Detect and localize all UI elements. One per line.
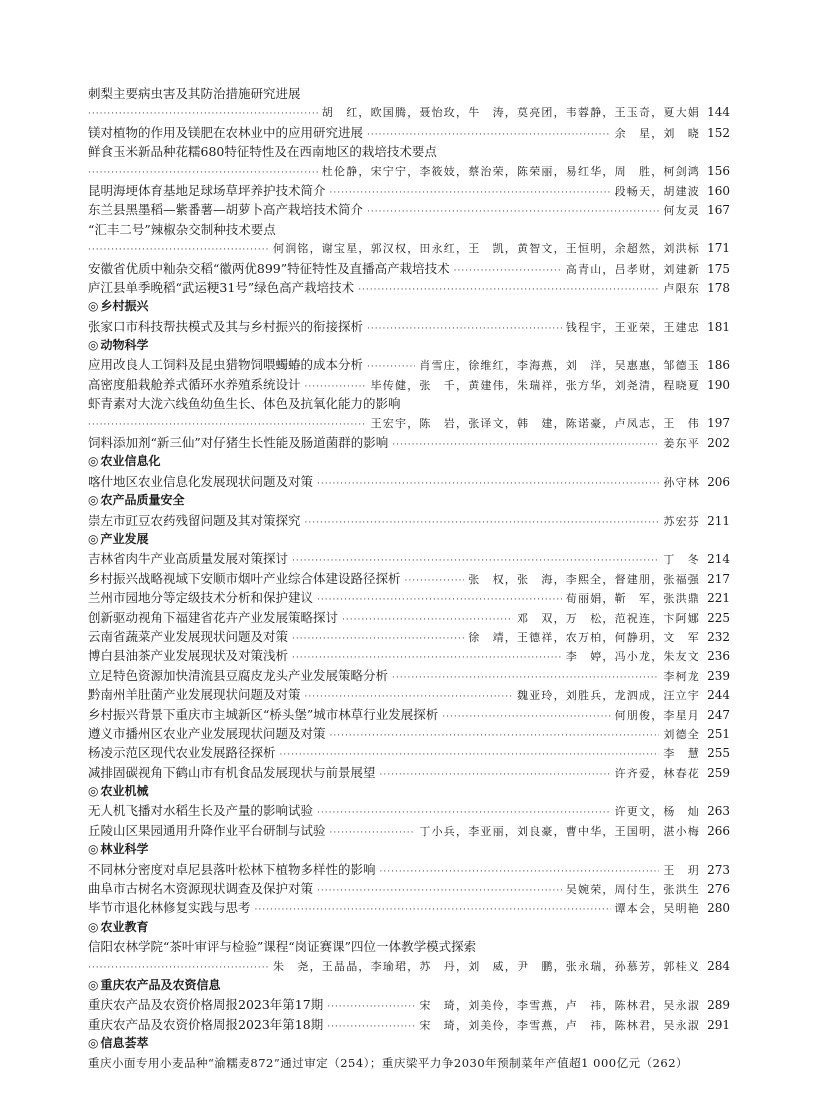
page-number: 152	[707, 125, 730, 140]
page-number: 276	[707, 882, 730, 897]
leader-dots	[330, 824, 416, 840]
leader-dots	[367, 126, 611, 142]
article-title: “汇丰二号”辣椒杂交制种技术要点	[88, 221, 276, 237]
toc-entry	[88, 103, 730, 122]
article-authors: 许更文，杨 灿	[614, 805, 700, 819]
toc-entry	[88, 705, 730, 724]
article-authors: 丁 冬	[663, 553, 700, 567]
toc-entry	[88, 801, 730, 820]
toc-entry	[88, 743, 730, 762]
article-title: 饲料添加剂“新三仙”对仔猪生长性能及肠道菌群的影响	[88, 435, 389, 451]
article-title: 东兰县黑墨稻—紫番薯—胡萝卜高产栽培技术简介	[88, 202, 364, 218]
section-heading	[88, 782, 730, 801]
article-title: 毕节市退化林修复实践与思考	[88, 900, 251, 916]
article-title: 刺梨主要病虫害及其防治措施研究进展	[88, 86, 301, 101]
article-authors: 余 星，刘 晓	[614, 126, 700, 140]
section-marker-icon: ◎	[88, 454, 99, 469]
page-number: 171	[707, 241, 730, 256]
page-number: 160	[707, 183, 730, 198]
article-authors: 刘德全	[663, 727, 700, 741]
article-title: 信阳农林学院“茶叶审评与检验”课程“岗证赛课”四位一体教学模式探索	[88, 939, 477, 955]
toc-entry-title-line	[88, 937, 730, 956]
article-authors: 李 婷，冯小龙，朱友文	[565, 650, 700, 664]
article-authors: 徐 靖，王德祥，农万柏，何静玥，文 军	[468, 630, 700, 644]
article-authors: 何朋俊，李星月	[614, 708, 700, 722]
section-marker-icon: ◎	[88, 919, 99, 934]
toc-entry	[88, 724, 730, 743]
page-number: 239	[707, 668, 730, 683]
article-title: 不同林分密度对卓尼县落叶松林下植物多样性的影响	[88, 861, 376, 877]
page-number: 232	[707, 629, 730, 644]
page-number: 211	[707, 513, 730, 528]
section-title: 乡村振兴	[100, 299, 149, 314]
table-of-contents	[88, 84, 730, 1073]
page-number: 244	[707, 688, 730, 703]
article-title: 张家口市科技帮扶模式及其与乡村振兴的衔接探析	[88, 318, 364, 334]
leader-dots	[342, 611, 513, 627]
page-number: 289	[707, 998, 730, 1013]
section-title: 农产品质量安全	[100, 493, 185, 508]
leader-dots	[367, 203, 659, 219]
section-heading	[88, 1034, 730, 1053]
article-title: 鲜食玉米新品种花糯680特征特性及在西南地区的栽培技术要点	[88, 144, 437, 160]
section-heading	[88, 452, 730, 471]
leader-dots	[305, 514, 660, 530]
leader-dots	[327, 1018, 415, 1034]
article-title: 庐江县单季晚稻“武运粳31号”绿色高产栽培技术	[88, 279, 355, 295]
section-heading	[88, 530, 730, 549]
page-number: 197	[707, 415, 730, 430]
article-title: 应用改良人工饲料及昆虫猎物饲喂蠋蝽的成本分析	[88, 357, 364, 373]
toc-entry	[88, 569, 730, 588]
article-title: 遵义市播州区农业产业发展现状问题及对策	[88, 725, 326, 741]
page-number: 214	[707, 552, 730, 567]
page-number: 263	[707, 804, 730, 819]
article-authors: 吴婉荣，周付生，张洪生	[565, 883, 700, 897]
toc-entry	[88, 549, 730, 568]
leader-dots	[392, 436, 659, 452]
article-title: 兰州市园地分等定级技术分析和保护建议	[88, 590, 314, 606]
toc-entry	[88, 200, 730, 219]
leader-dots	[330, 727, 660, 743]
section-heading	[88, 336, 730, 355]
toc-entry	[88, 162, 730, 181]
toc-entry	[88, 375, 730, 394]
toc-entry	[88, 608, 730, 627]
article-authors: 卢限东	[663, 281, 700, 295]
article-title: 安徽省优质中籼杂交稻“徽两优899”特征特性及直播高产栽培技术	[88, 260, 450, 276]
section-marker-icon: ◎	[88, 1036, 99, 1051]
leader-dots	[317, 475, 659, 491]
article-title: 高密度船栽舱养式循环水养殖系统设计	[88, 376, 301, 392]
page-number: 190	[707, 377, 730, 392]
page-number: 156	[707, 163, 730, 178]
toc-entry	[88, 588, 730, 607]
article-authors: 谭本会，吴明艳	[614, 902, 700, 916]
page-number: 236	[707, 649, 730, 664]
toc-entry	[88, 898, 730, 917]
article-authors: 张 权，张 海，李熙全，督建朋，张福强	[468, 572, 700, 586]
leader-dots	[88, 105, 318, 122]
article-authors: 李 慧	[663, 747, 700, 761]
leader-dots	[317, 591, 562, 607]
toc-entry-title-line	[88, 220, 730, 239]
article-title: 喀什地区农业信息化发展现状问题及对策	[88, 473, 314, 489]
section-title: 林业科学	[100, 842, 149, 857]
leader-dots	[88, 959, 269, 976]
page-number: 178	[707, 280, 730, 295]
article-authors: 宋 琦，刘美伶，李雪燕，卢 祎，陈林君，吴永淑	[419, 1018, 700, 1032]
page-number: 255	[707, 746, 730, 761]
article-authors: 毕传健，张 千，黄建伟，朱瑞祥，张方华，刘尧清，程晓夏	[370, 378, 700, 392]
article-authors: 姜东平	[663, 437, 700, 451]
section-title: 重庆农产品及农资信息	[100, 977, 221, 992]
section-heading	[88, 918, 730, 937]
article-authors: 苏宏芬	[663, 514, 700, 528]
page-number: 144	[707, 105, 730, 120]
article-title: 云南省蔬菜产业发展现状问题及对策	[88, 628, 289, 644]
page-number: 186	[707, 358, 730, 373]
page-number: 217	[707, 571, 730, 586]
section-marker-icon: ◎	[88, 531, 99, 546]
article-title: 丘陵山区果园通用升降作业平台研制与试验	[88, 822, 326, 838]
article-title: 重庆农产品及农资价格周报2023年第17期	[88, 997, 324, 1013]
toc-entry	[88, 317, 730, 336]
article-title: 曲阜市古树名木资源现状调查及保护对策	[88, 881, 314, 897]
article-authors: 何润铭，谢宝星，郭汉权，田永红，王 凯，黄智文，王恒明，余超然，刘洪标	[273, 242, 700, 256]
article-authors: 杜伦静，宋宁宁，李筱妓，蔡治荣，陈荣丽，易红华，周 胜，柯剑鸿	[321, 164, 700, 178]
toc-entry	[88, 763, 730, 782]
leader-dots	[327, 998, 415, 1014]
section-marker-icon: ◎	[88, 842, 99, 857]
page-number: 259	[707, 765, 730, 780]
leader-dots	[317, 804, 611, 820]
article-authors: 钱程宇，王亚荣，王建忠	[565, 320, 700, 334]
section-marker-icon: ◎	[88, 338, 99, 353]
article-authors: 王宏宇，陈 岩，张译文，韩 建，陈诺豪，卢凤志，王 伟	[370, 416, 700, 430]
toc-entry	[88, 879, 730, 898]
article-authors: 高青山，吕孝财，刘建新	[565, 262, 700, 276]
article-title: 立足特色资源加快清流县豆腐皮龙头产业发展策略分析	[88, 667, 389, 683]
page-number: 247	[707, 707, 730, 722]
article-authors: 宋 琦，刘美伶，李雪燕，卢 祎，陈林君，吴永淑	[419, 999, 700, 1013]
leader-dots	[367, 320, 562, 336]
page-number: 181	[707, 319, 730, 334]
toc-entry	[88, 646, 730, 665]
section-marker-icon: ◎	[88, 977, 99, 992]
leader-dots	[88, 164, 318, 181]
article-authors: 段畅天，胡建波	[614, 184, 700, 198]
article-authors: 邓 双，万 松，范祝连，卞阿娜	[517, 611, 700, 625]
toc-entry	[88, 355, 730, 374]
toc-entry	[88, 278, 730, 297]
page-number: 175	[707, 261, 730, 276]
toc-entry	[88, 239, 730, 258]
leader-dots	[392, 669, 659, 685]
section-title: 产业发展	[100, 531, 149, 546]
article-authors: 王 玥	[663, 863, 700, 877]
article-title: 重庆农产品及农资价格周报2023年第18期	[88, 1016, 324, 1032]
toc-entry	[88, 860, 730, 879]
toc-entry-title-line	[88, 84, 730, 103]
section-title: 农业信息化	[100, 454, 161, 469]
article-title: 博白县油茶产业发展现状及对策浅析	[88, 648, 289, 664]
page-number: 273	[707, 862, 730, 877]
toc-entry	[88, 957, 730, 976]
toc-entry	[88, 472, 730, 491]
article-authors: 朱 尧，王晶晶，李瑜珺，苏 丹，刘 威，尹 鹏，张永瑞，孙慕芳，郭桂义	[273, 959, 700, 973]
leader-dots	[88, 416, 367, 433]
toc-entry	[88, 414, 730, 433]
leader-dots	[255, 901, 611, 917]
page-number: 167	[707, 203, 730, 218]
page-number: 225	[707, 610, 730, 625]
toc-entry	[88, 511, 730, 530]
leader-dots	[358, 281, 659, 297]
toc-entry	[88, 181, 730, 200]
section-title: 动物科学	[100, 338, 149, 353]
leader-dots	[292, 552, 659, 568]
section-heading	[88, 976, 730, 995]
article-authors: 荀丽娟，靳 军，张洪鼎	[565, 592, 700, 606]
article-title: 乡村振兴战略视域下安顺市烟叶产业综合体建设路径探析	[88, 570, 401, 586]
leader-dots	[88, 241, 269, 258]
article-authors: 李柯龙	[663, 669, 700, 683]
article-title: 吉林省肉牛产业高质量发展对策探讨	[88, 551, 289, 567]
article-title: 无人机飞播对水稻生长及产量的影响试验	[88, 803, 314, 819]
toc-entry	[88, 685, 730, 704]
section-marker-icon: ◎	[88, 493, 99, 508]
toc-entry	[88, 123, 730, 142]
article-title: 虾青素对大泷六线鱼幼鱼生长、体色及抗氧化能力的影响	[88, 396, 401, 412]
leader-dots	[380, 766, 611, 782]
toc-entry-title-line	[88, 394, 730, 413]
page-number: 266	[707, 823, 730, 838]
page-number: 221	[707, 591, 730, 606]
leader-dots	[330, 184, 611, 200]
leader-dots	[442, 708, 610, 724]
page-number: 251	[707, 726, 730, 741]
toc-entry	[88, 821, 730, 840]
leader-dots	[305, 688, 513, 704]
leader-dots	[405, 572, 465, 588]
article-title: 杨凌示范区现代农业发展路径探析	[88, 745, 276, 761]
leader-dots	[317, 882, 562, 898]
toc-entry	[88, 627, 730, 646]
leader-dots	[380, 863, 660, 879]
article-title: 减排固碳视角下鹤山市有机食品发展现状与前景展望	[88, 764, 376, 780]
page-number: 284	[707, 958, 730, 973]
toc-entry	[88, 1015, 730, 1034]
article-title: 昆明海埂体育基地足球场草坪养护技术简介	[88, 182, 326, 198]
article-authors: 许齐爱，林春花	[614, 766, 700, 780]
toc-entry	[88, 259, 730, 278]
article-authors: 魏亚玲，刘胜兵，龙泗成，汪立宇	[517, 689, 700, 703]
page-number: 202	[707, 436, 730, 451]
page-number: 291	[707, 1017, 730, 1032]
section-title: 农业教育	[100, 919, 149, 934]
article-title: 黔南州羊肚菌产业发展现状问题及对策	[88, 687, 301, 703]
leader-dots	[454, 262, 562, 278]
section-heading	[88, 297, 730, 316]
info-digest-line: 重庆小面专用小麦品种“渝糯麦872”通过审定（254）；重庆梁平力争2030年预制菜年产值超1 000亿元（262）	[88, 1055, 689, 1070]
section-marker-icon: ◎	[88, 299, 99, 314]
toc-entry-title-line	[88, 142, 730, 161]
article-authors: 丁小兵，李亚丽，刘良豪，曹中华，王国明，湛小梅	[419, 824, 700, 838]
article-authors: 孙守林	[663, 475, 700, 489]
section-heading	[88, 491, 730, 510]
leader-dots	[280, 746, 660, 762]
leader-dots	[367, 358, 415, 374]
toc-entry	[88, 433, 730, 452]
article-title: 乡村振兴背景下重庆市主城新区“桥头堡”城市林草行业发展探析	[88, 706, 439, 722]
toc-entry	[88, 666, 730, 685]
article-title: 创新驱动视角下福建省花卉产业发展策略探讨	[88, 609, 339, 625]
section-heading	[88, 840, 730, 859]
section-title: 信息荟萃	[100, 1036, 149, 1051]
article-authors: 胡 红，欧国腾，聂怡玫，牛 涛，莫亮团，韦蓉静，王玉奇，夏大娟	[321, 106, 700, 120]
article-authors: 肖雪庄，徐维红，李海燕，刘 洋，吴惠惠，邹德玉	[419, 359, 700, 373]
section-title: 农业机械	[100, 784, 149, 799]
leader-dots	[305, 378, 367, 394]
page-number: 206	[707, 474, 730, 489]
section-marker-icon: ◎	[88, 784, 99, 799]
leader-dots	[292, 630, 464, 646]
toc-entry	[88, 995, 730, 1014]
article-authors: 何友灵	[663, 204, 700, 218]
leader-dots	[292, 649, 562, 665]
article-title: 镁对植物的作用及镁肥在农林业中的应用研究进展	[88, 124, 364, 140]
page-number: 280	[707, 901, 730, 916]
article-title: 崇左市豇豆农药残留问题及其对策探究	[88, 512, 301, 528]
